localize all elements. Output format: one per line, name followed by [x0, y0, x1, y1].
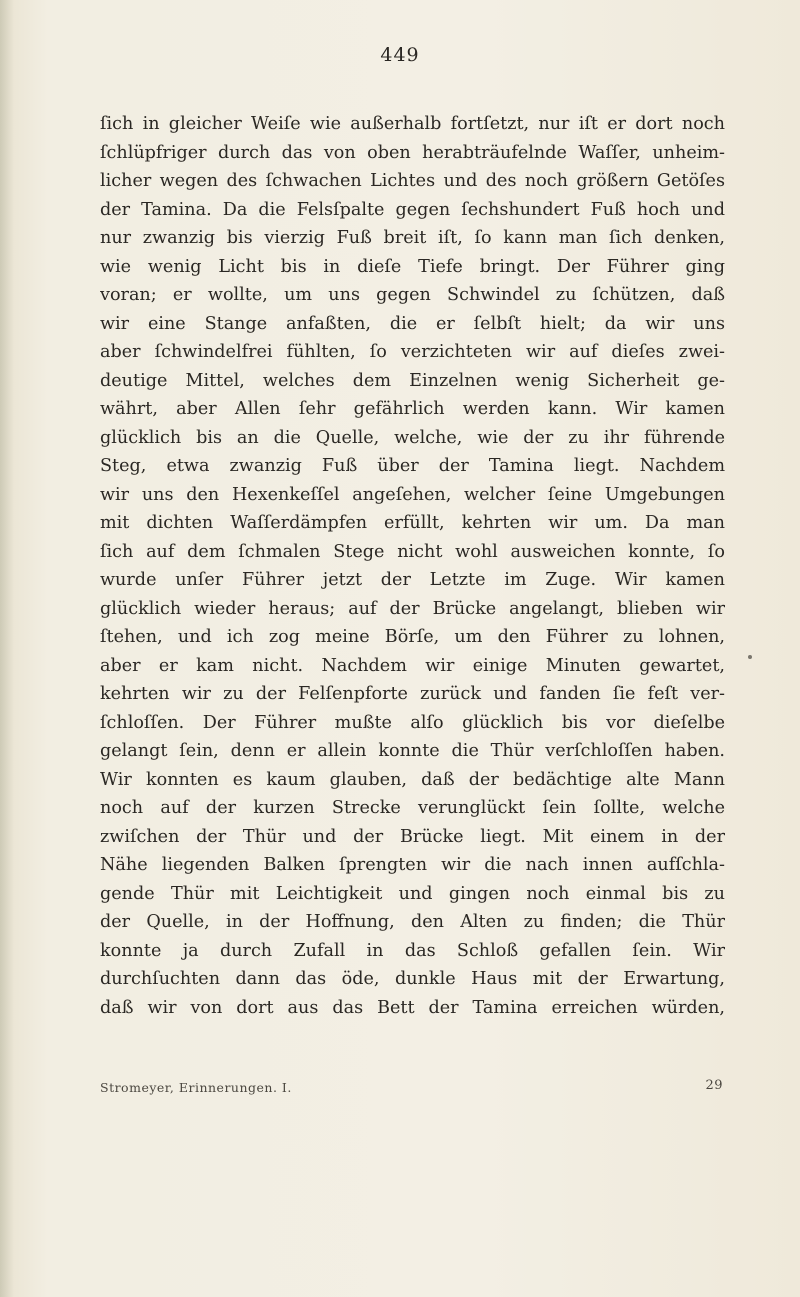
text-line: wie wenig Licht bis in dieſe Tiefe bringt. Der Führer ging: [100, 256, 725, 277]
text-line: noch auf der kurzen Strecke verunglückt ſein ſollte, welche: [100, 798, 725, 818]
margin-mark: [748, 655, 752, 659]
text-line: durchſuchten dann das öde, dunkle Haus mit der Erwartung,: [100, 969, 725, 989]
text-line: ſchloſſen. Der Führer mußte alſo glücklich bis vor dieſelbe: [100, 712, 725, 733]
text-line: der Quelle, in der Hoffnung, den Alten zu finden; die Thür: [100, 912, 725, 932]
text-line: glücklich wieder heraus; auf der Brücke angelangt, blieben wir: [100, 598, 725, 619]
text-line: gende Thür mit Leichtigkeit und gingen noch einmal bis zu: [100, 883, 725, 904]
text-line: voran; er wollte, um uns gegen Schwindel zu ſchützen, daß: [100, 285, 725, 305]
text-line: wir uns den Hexenkeſſel angeſehen, welcher ſeine Umgebungen: [100, 484, 725, 505]
text-line: wurde unſer Führer jetzt der Letzte im Zuge. Wir kamen: [100, 570, 725, 590]
text-line: nur zwanzig bis vierzig Fuß breit iſt, ſo kann man ſich denken,: [100, 228, 725, 248]
signature-mark: 29: [705, 1078, 723, 1093]
text-line: währt, aber Allen ſehr gefährlich werden kann. Wir kamen: [100, 399, 725, 419]
page-number: 449: [380, 44, 420, 66]
text-line: aber er kam nicht. Nachdem wir einige Minuten gewartet,: [100, 655, 725, 676]
text-line: konnte ja durch Zufall in das Schloß gefallen ſein. Wir: [100, 940, 725, 961]
text-line: Nähe liegenden Balken ſprengten wir die nach innen aufſchla-: [100, 855, 725, 875]
text-line: daß wir von dort aus das Bett der Tamina erreichen würden,: [100, 997, 725, 1018]
text-line: mit dichten Waſſerdämpfen erfüllt, kehrten wir um. Da man: [100, 513, 725, 533]
text-line: ſich auf dem ſchmalen Stege nicht wohl ausweichen konnte, ſo: [100, 541, 725, 562]
text-line: deutige Mittel, welches dem Einzelnen wenig Sicherheit ge-: [100, 370, 725, 391]
text-line: ſchlüpfriger durch das von oben herabträufelnde Waſſer, unheim-: [100, 142, 725, 163]
text-line: der Tamina. Da die Felsſpalte gegen ſechshundert Fuß hoch und: [100, 199, 725, 220]
text-line: ſtehen, und ich zog meine Börſe, um den Führer zu lohnen,: [100, 627, 725, 647]
page-footer: [100, 1080, 725, 1100]
body-text: [100, 110, 725, 1022]
running-title: Stromeyer, Erinnerungen. I.: [100, 1080, 292, 1095]
text-line: Steg, etwa zwanzig Fuß über der Tamina liegt. Nachdem: [100, 456, 725, 476]
text-line: glücklich bis an die Quelle, welche, wie der zu ihr führende: [100, 427, 725, 448]
gutter-shadow: [0, 0, 14, 1297]
text-line: zwiſchen der Thür und der Brücke liegt. Mit einem in der: [100, 826, 725, 847]
text-line: kehrten wir zu der Felſenpforte zurück und fanden ſie feſt ver-: [100, 684, 725, 704]
text-line: Wir konnten es kaum glauben, daß der bedächtige alte Mann: [100, 769, 725, 790]
text-line: ſich in gleicher Weiſe wie außerhalb fortſetzt, nur iſt er dort noch: [100, 114, 725, 134]
text-line: aber ſchwindelfrei fühlten, ſo verzichteten wir auf dieſes zwei-: [100, 342, 725, 362]
text-line: gelangt ſein, denn er allein konnte die Thür verſchloſſen haben.: [100, 741, 725, 761]
text-line: licher wegen des ſchwachen Lichtes und des noch größern Getöſes: [100, 171, 725, 191]
text-line: wir eine Stange anfaßten, die er ſelbſt hielt; da wir uns: [100, 313, 725, 334]
